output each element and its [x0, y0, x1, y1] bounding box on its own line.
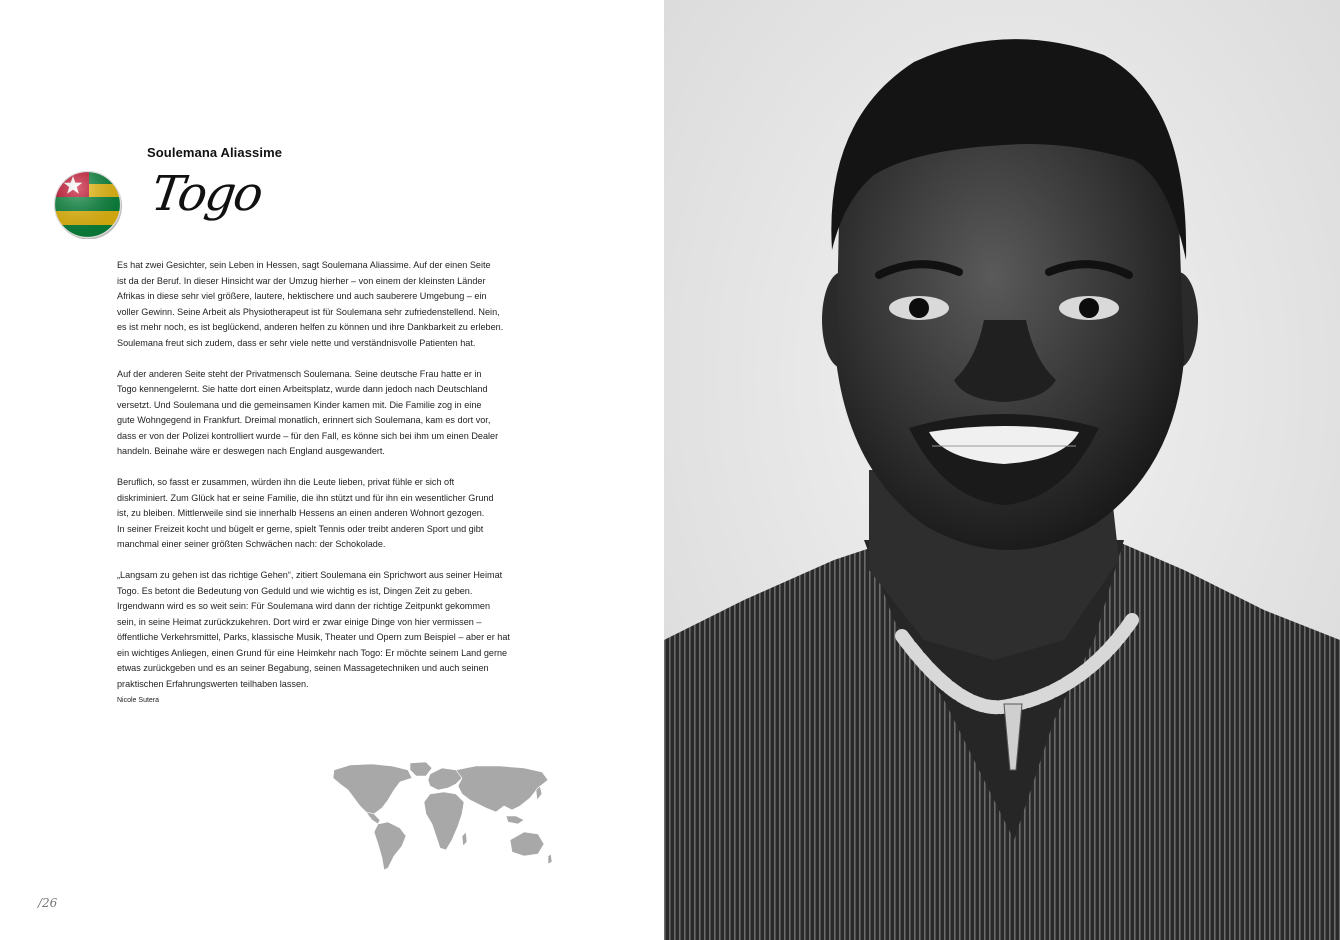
country-title: Togo — [148, 166, 265, 222]
article-paragraph: Auf der anderen Seite steht der Privatmensch Soulemana. Seine deutsche Frau hatte er in Togo kennengelernt. Sie hatte dort einen Arbeitsplatz, wurde dann jedoch nach Deutschland versetzt. Und Soulemana und die gemeinsamen Kinder kamen mit. Die Familie zog in eine gute Wohngegend in Frankfurt. Dreimal monatlich, erinnert sich Soulemana, kam es dort vor, dass er von der Polizei kontrolliert wurde – für den Fall, es könne sich bei ihm um einen Dealer handeln. Beinahe wäre er deswegen nach England ausgewandert. — [117, 368, 499, 456]
left-page — [0, 0, 664, 940]
article-body — [117, 258, 555, 708]
portrait-photo — [664, 0, 1340, 940]
right-page — [664, 0, 1340, 940]
article-paragraph: Es hat zwei Gesichter, sein Leben in Hessen, sagt Soulemana Aliassime. Auf der einen Seite ist da der Beruf. In dieser Hinsicht war der Umzug hierher – von einem der kleinsten Länder Afrikas in diese sehr viel größere, lautere, hektischere und auch sauberere Umgebung – ein voller Gewinn. Seine Arbeit als Physiotherapeut ist für Soulemana sehr zufriedenstellend. Nein, es ist mehr noch, es ist beglückend, anderen helfen zu können und ihre Dankbarkeit zu erleben. Soulemana freut sich zudem, dass er sehr viele nette und verständnisvolle Patienten hat. — [117, 260, 504, 348]
article-paragraph: „Langsam zu gehen ist das richtige Gehen“, zitiert Soulemana ein Sprichwort aus seiner Heimat Togo. Es betont die Bedeutung von Geduld und wie wichtig es ist, Dingen Zeit zu geben. Irgendwann wird es so weit sein: Für Soulemana wird dann der richtige Zeitpunkt gekommen sein, in seine Heimat zurückzukehren. Dort wird er zwar einige Dinge von hier vermissen – öffentliche Verkehrsmittel, Parks, klassische Musik, Theater und Opern zum Beispiel – aber er hat ein wichtiges Anliegen, einen Grund für eine Heimkehr nach Togo: Er möchte seinem Land gerne etwas zurückgeben und es an seiner Begabung, seinen Massagetechniken und auch seinen praktischen Erfahrungswerten teilhaben lassen. — [117, 570, 510, 689]
togo-flag-icon — [53, 170, 122, 239]
person-name: Soulemana Aliassime — [147, 145, 283, 160]
world-map-icon — [330, 760, 555, 875]
page-number: /26 — [38, 896, 58, 910]
author-credit: Nicole Sutera — [117, 697, 160, 704]
article-paragraph: Beruflich, so fasst er zusammen, würden ihn die Leute lieben, privat fühle er sich oft diskriminiert. Zum Glück hat er seine Familie, die ihn stützt und für ihn ein wesentlicher Grund ist, zu bleiben. Mittlerweile sind sie innerhalb Hessens an einen anderen Wohnort gezogen. In seiner Freizeit kocht und bügelt er gerne, spielt Tennis oder treibt anderen Sport und gibt manchmal einer seiner größten Schwächen nach: der Schokolade. — [117, 477, 494, 549]
